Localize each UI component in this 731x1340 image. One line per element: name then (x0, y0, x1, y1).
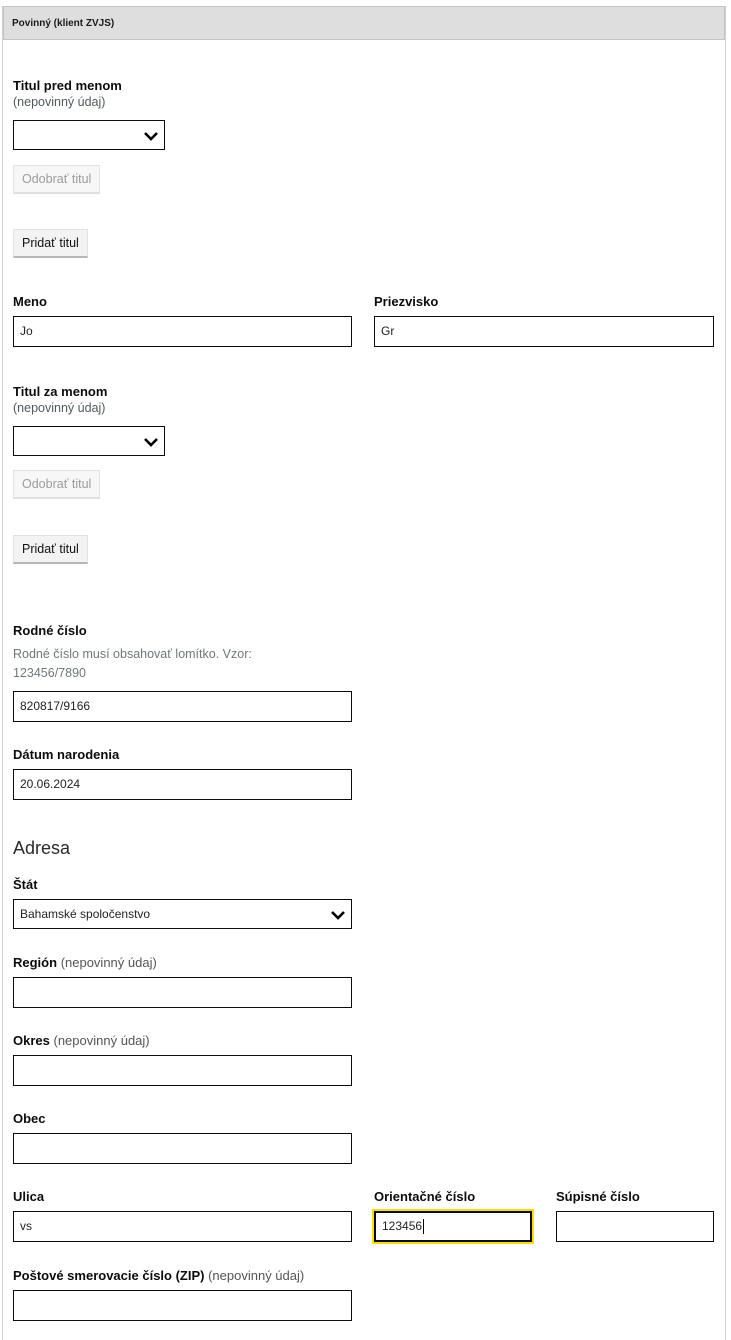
country-select[interactable] (13, 899, 352, 929)
municipality-input[interactable] (13, 1133, 352, 1164)
birth-number-input[interactable]: 820817/9166 (13, 691, 352, 722)
title-after-remove-button[interactable]: Odobrať titul (13, 470, 100, 499)
district-optional: (nepovinný údaj) (53, 1033, 150, 1048)
zip-optional: (nepovinný údaj) (208, 1268, 305, 1283)
orientation-number-label: Orientačné číslo (374, 1189, 476, 1204)
first-name-label: Meno (13, 294, 47, 309)
title-before-optional: (nepovinný údaj) (13, 95, 106, 109)
birth-date-label: Dátum narodenia (13, 747, 120, 762)
title-after-label: Titul za menom (13, 384, 108, 399)
municipality-label: Obec (13, 1111, 46, 1126)
registry-number-input[interactable] (556, 1211, 714, 1242)
country-label: Štát (13, 877, 38, 892)
street-input[interactable]: vs (13, 1211, 352, 1242)
title-after-add-button[interactable]: Pridať titul (13, 535, 88, 564)
title-before-label: Titul pred menom (13, 78, 122, 93)
title-after-optional: (nepovinný údaj) (13, 401, 106, 415)
first-name-input[interactable]: Jo (13, 316, 352, 347)
region-label-text: Región (13, 955, 58, 970)
title-after-select[interactable] (13, 426, 165, 456)
registry-number-label: Súpisné číslo (556, 1189, 640, 1204)
district-input[interactable] (13, 1055, 352, 1086)
chevron-down-icon (143, 434, 159, 450)
panel-title: Povinný (klient ZVJS) (3, 6, 725, 40)
zip-input[interactable] (13, 1290, 352, 1321)
title-before-select[interactable] (13, 120, 165, 150)
street-label: Ulica (13, 1189, 45, 1204)
birth-number-hint-2: 123456/7890 (13, 666, 86, 680)
orientation-number-input[interactable] (374, 1211, 532, 1242)
region-label (13, 955, 157, 970)
region-optional: (nepovinný údaj) (60, 955, 157, 970)
birth-number-label: Rodné číslo (13, 623, 87, 638)
last-name-input[interactable]: Gr (374, 316, 714, 347)
title-before-remove-button[interactable]: Odobrať titul (13, 165, 100, 194)
birth-date-input[interactable]: 20.06.2024 (13, 769, 352, 800)
district-label (13, 1033, 150, 1048)
chevron-down-icon (330, 907, 346, 923)
zip-label (13, 1268, 304, 1283)
birth-number-hint-1: Rodné číslo musí obsahovať lomítko. Vzor: (13, 647, 252, 661)
title-before-add-button[interactable]: Pridať titul (13, 229, 88, 258)
district-label-text: Okres (13, 1033, 50, 1048)
text-caret (423, 1219, 424, 1234)
orientation-number-value: 123456 (382, 1219, 423, 1233)
region-input[interactable] (13, 977, 352, 1008)
address-heading: Adresa (13, 838, 71, 858)
last-name-label: Priezvisko (374, 294, 439, 309)
country-selected: Bahamské spoločenstvo (20, 907, 151, 921)
zip-label-text: Poštové smerovacie číslo (ZIP) (13, 1268, 205, 1283)
chevron-down-icon (143, 128, 159, 144)
